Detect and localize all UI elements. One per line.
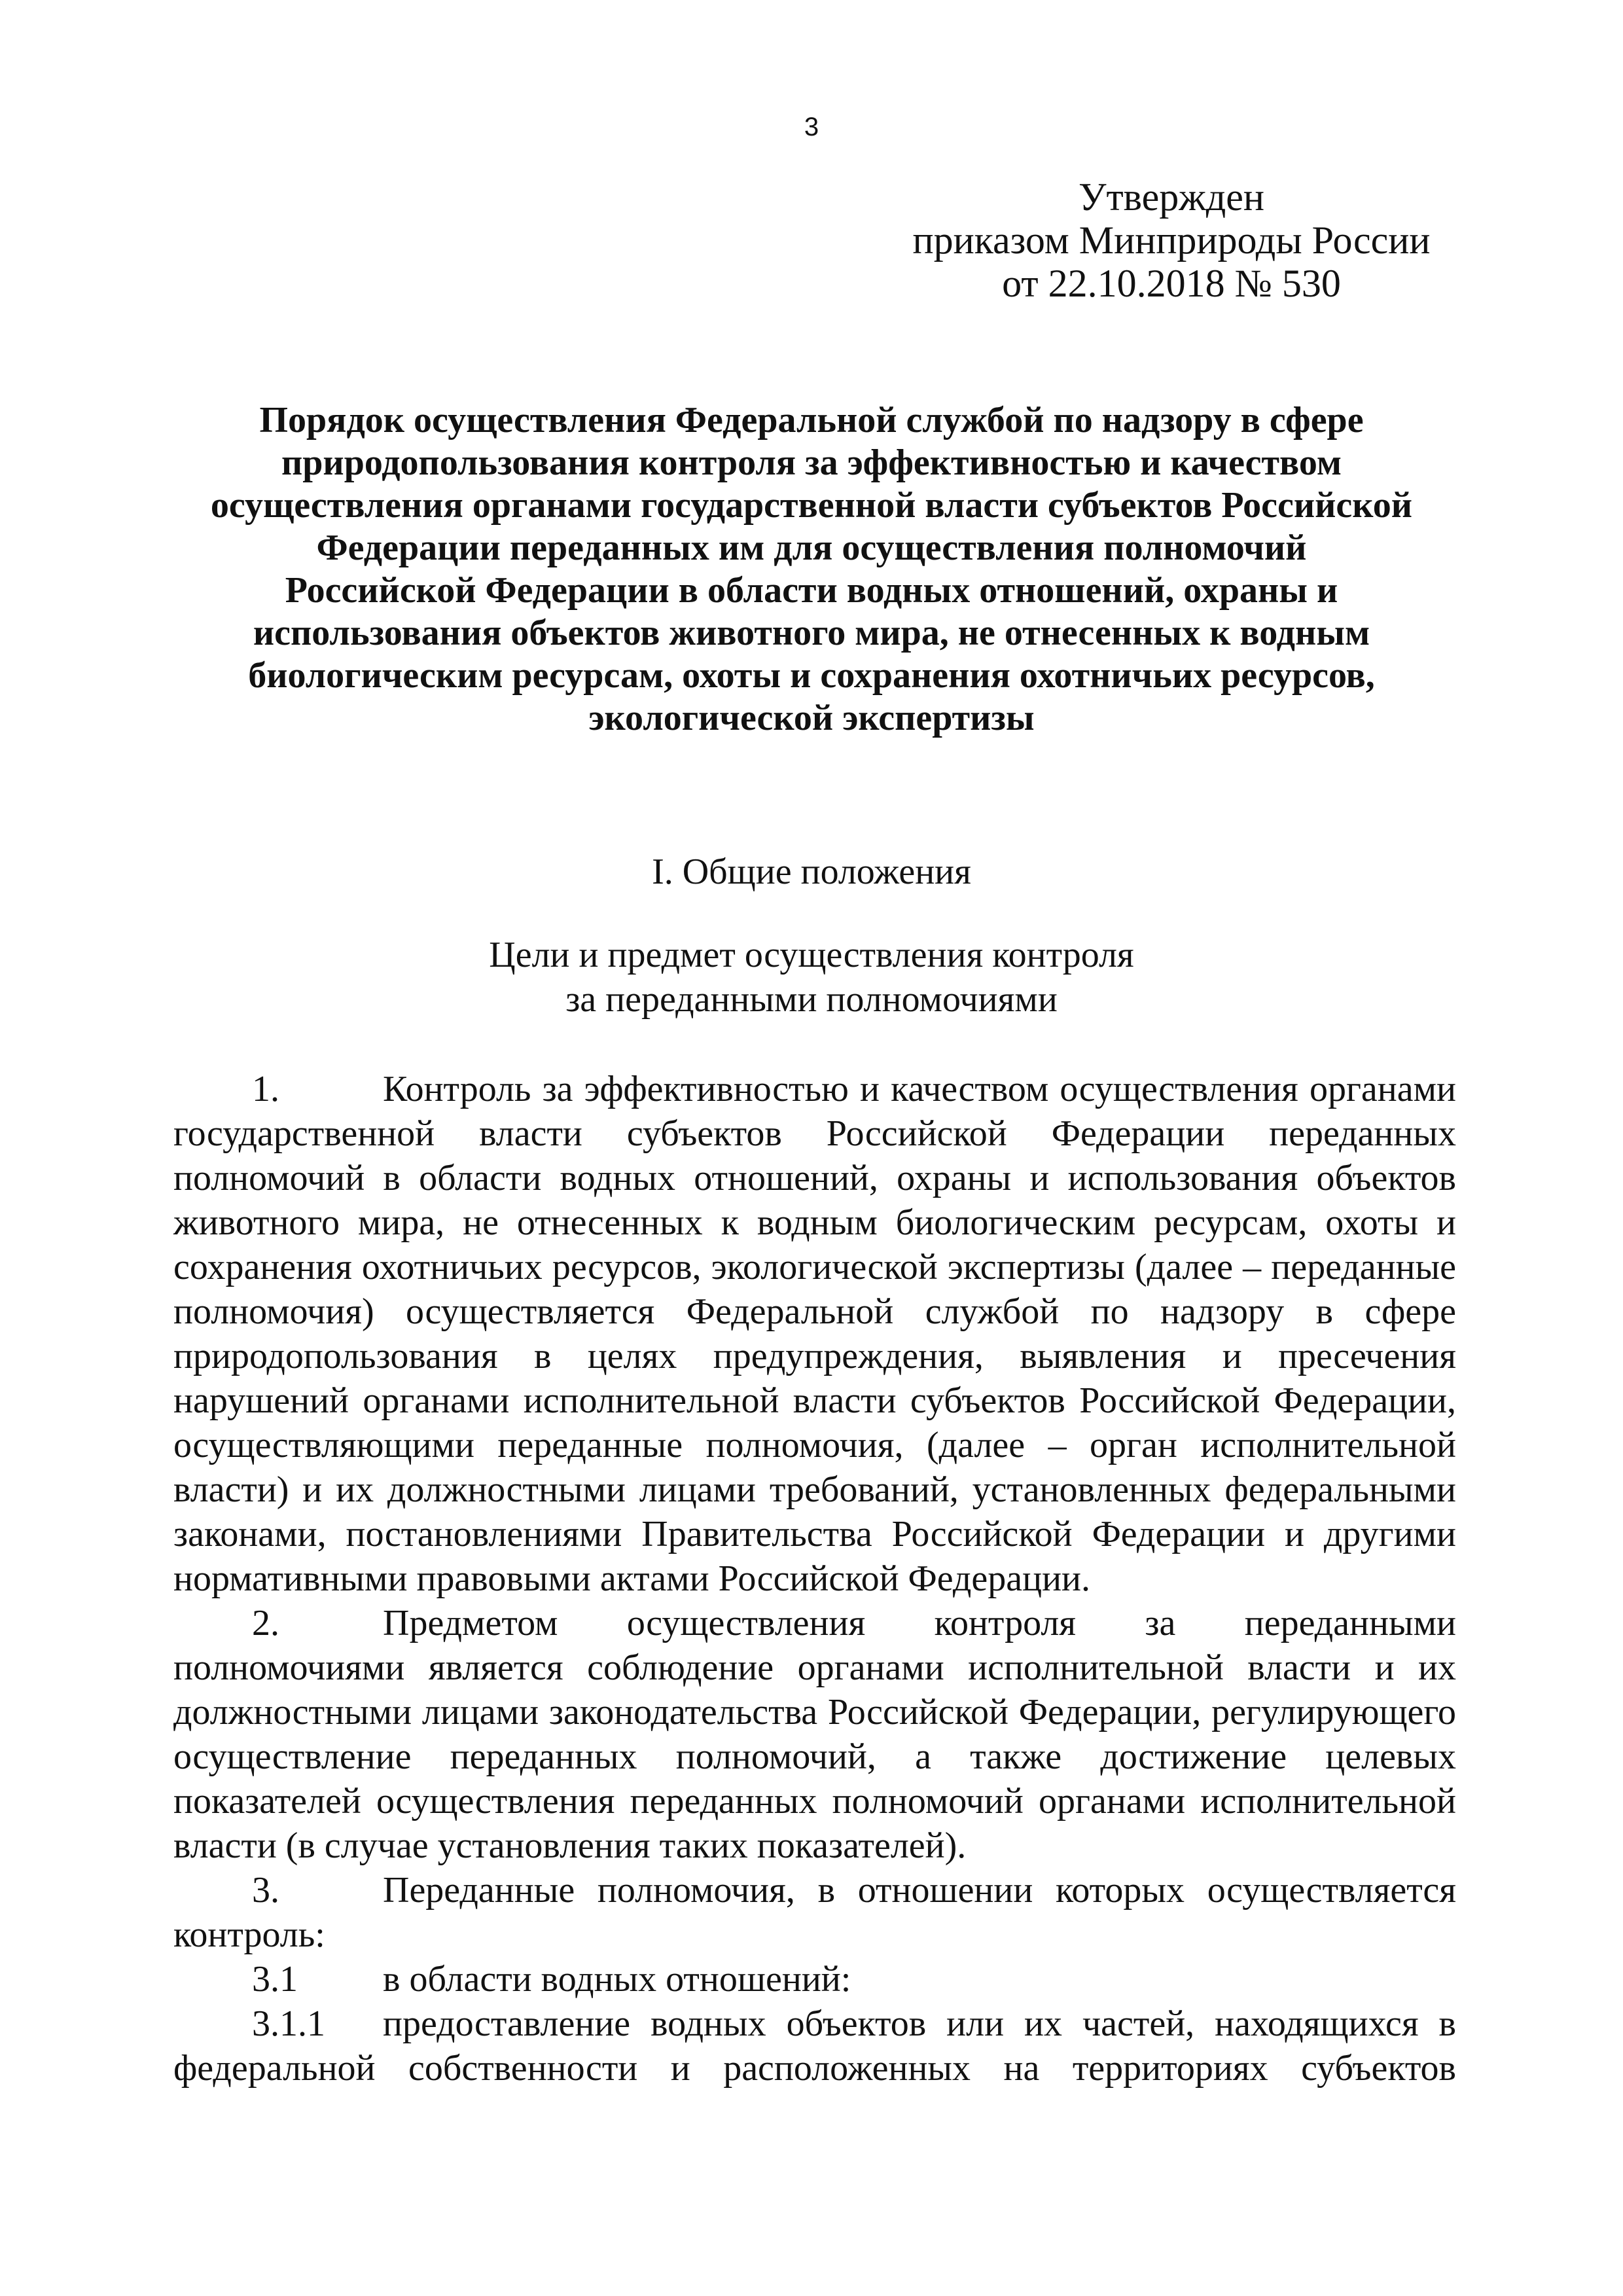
subsection-heading-line: Цели и предмет осуществления контроля (489, 935, 1134, 975)
paragraph-text: Контроль за эффективностью и качеством осуществления органами государственной власти субъектов Российской Федерации переданных полномочий в области водных отношений, охраны и использования объектов животного мира, не отнесенных к водным биологическим ресурсам, охоты и сохранения охотничьих ресурсов, экологической экспертизы (далее – переданные полномочия) осуществляется Федеральной службой по надзору в сфере природопользования в целях предупреждения, выявления и пресечения нарушений органами исполнительной власти субъектов Российской Федерации, осуществляющими переданные полномочия, (далее – орган исполнительной власти) и их должностными лицами требований, установленных федеральными законами, постановлениями Правительства Российской Федерации и другими нормативными правовыми актами Российской Федерации. (173, 1069, 1456, 1599)
title-line: использования объектов животного мира, не отнесенных к водным (253, 613, 1370, 653)
title-line: осуществления органами государственной власти субъектов Российской (210, 485, 1413, 526)
subsection-heading (0, 933, 1623, 1022)
approval-stamp (877, 175, 1466, 305)
paragraph-number: 1. (252, 1069, 279, 1109)
paragraph (173, 1957, 1456, 2001)
paragraph (173, 2001, 1456, 2090)
paragraph-text: Переданные полномочия, в отношении которых осуществляется контроль: (173, 1870, 1456, 1955)
document-body (173, 1067, 1456, 2090)
paragraph-number: 3.1.1 (252, 2003, 325, 2044)
paragraph-text: в области водных отношений: (383, 1959, 851, 2000)
title-line: Порядок осуществления Федеральной службой по надзору в сфере (259, 400, 1364, 440)
document-title (151, 399, 1472, 740)
paragraph-text: предоставление водных объектов или их частей, находящихся в федеральной собственности и расположенных на территориях субъектов (173, 2003, 1456, 2089)
paragraph (173, 1067, 1456, 1601)
title-line: биологическим ресурсам, охоты и сохранения охотничьих ресурсов, (248, 655, 1375, 696)
paragraph (173, 1868, 1456, 1957)
title-line: экологической экспертизы (588, 698, 1035, 738)
page-number: 3 (804, 113, 819, 141)
paragraph-number: 2. (252, 1603, 279, 1643)
paragraph (173, 1601, 1456, 1868)
approval-line: приказом Минприроды России (912, 219, 1431, 262)
paragraph-number: 3. (252, 1870, 279, 1910)
paragraph-number: 3.1 (252, 1959, 298, 2000)
title-line: природопользования контроля за эффективностью и качеством (281, 442, 1342, 483)
title-line: Федерации переданных им для осуществления полномочий (316, 528, 1307, 568)
title-line: Российской Федерации в области водных отношений, охраны и (285, 570, 1338, 611)
section-heading: I. Общие положения (652, 852, 971, 892)
subsection-heading-line: за переданными полномочиями (565, 979, 1058, 1020)
approval-line: Утвержден (1078, 175, 1265, 219)
approval-line: от 22.10.2018 № 530 (1002, 262, 1341, 305)
paragraph-text: Предметом осуществления контроля за переданными полномочиями является соблюдение органами исполнительной власти и их должностными лицами законодательства Российской Федерации, регулирующего осуществление переданных полномочий, а также достижение целевых показателей осуществления переданных полномочий органами исполнительной власти (в случае установления таких показателей). (173, 1603, 1456, 1866)
